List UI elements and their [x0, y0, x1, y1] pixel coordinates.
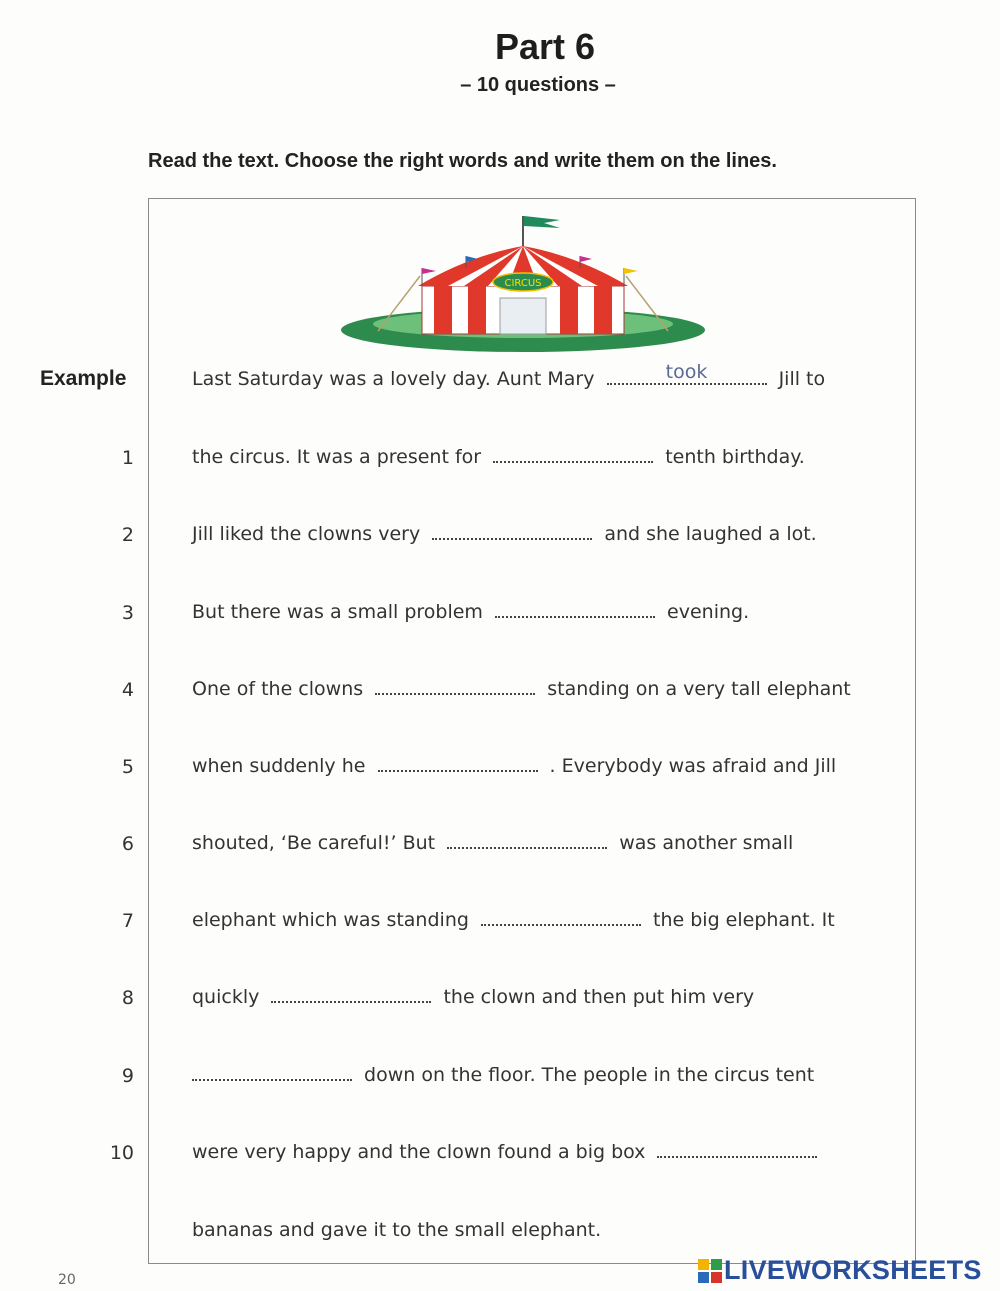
question-text-before: were very happy and the clown found a big box	[192, 1141, 646, 1163]
question-line-1	[192, 446, 805, 468]
example-answer-blank	[607, 361, 767, 385]
question-text-after: . Everybody was afraid and Jill	[549, 755, 837, 777]
answer-blank-9[interactable]	[192, 1065, 352, 1081]
answer-blank-5[interactable]	[378, 756, 538, 772]
question-number: 2	[121, 524, 134, 546]
question-text-after: was another small	[619, 832, 794, 854]
question-number: 3	[121, 602, 134, 624]
question-number: 9	[121, 1065, 134, 1087]
answer-blank-6[interactable]	[447, 833, 607, 849]
answer-blank-7[interactable]	[481, 910, 641, 926]
closing-line: bananas and gave it to the small elephant.	[192, 1219, 602, 1241]
example-text-before: Last Saturday was a lovely day. Aunt Mary	[192, 368, 595, 390]
question-text-before: quickly	[192, 986, 260, 1008]
question-text-before: One of the clowns	[192, 678, 364, 700]
question-count: – 10 questions –	[460, 74, 616, 96]
question-line-3	[192, 601, 749, 623]
question-text-after: and she laughed a lot.	[604, 523, 817, 545]
liveworksheets-logo-icon	[698, 1259, 722, 1283]
circus-tent-illustration	[338, 206, 708, 356]
question-line-5	[192, 755, 836, 777]
question-text-before: when suddenly he	[192, 755, 366, 777]
example-answer: took	[665, 361, 708, 383]
answer-blank-2[interactable]	[432, 524, 592, 540]
page-number: 20	[58, 1272, 76, 1288]
question-number: 8	[121, 987, 134, 1009]
answer-blank-1[interactable]	[493, 447, 653, 463]
question-line-6	[192, 832, 793, 854]
example-line	[192, 361, 826, 390]
instruction-text: Read the text. Choose the right words and write them on the lines.	[148, 150, 777, 172]
question-text-before: elephant which was standing	[192, 909, 469, 931]
question-text-before: But there was a small problem	[192, 601, 483, 623]
question-line-10	[192, 1141, 823, 1163]
question-text-after: evening.	[667, 601, 750, 623]
question-line-4	[192, 678, 851, 700]
question-line-7	[192, 909, 835, 931]
exercise-box	[148, 198, 916, 1264]
question-text-after: standing on a very tall elephant	[547, 678, 851, 700]
question-line-8	[192, 986, 754, 1008]
question-number: 10	[109, 1142, 134, 1164]
answer-blank-3[interactable]	[495, 602, 655, 618]
answer-blank-4[interactable]	[375, 679, 535, 695]
question-line-9	[192, 1064, 814, 1086]
question-text-after: tenth birthday.	[665, 446, 805, 468]
liveworksheets-brand	[698, 1255, 982, 1286]
answer-blank-10[interactable]	[657, 1142, 817, 1158]
example-text-after: Jill to	[778, 368, 826, 390]
question-number: 6	[121, 833, 134, 855]
question-text-before: the circus. It was a present for	[192, 446, 482, 468]
brand-name: LIVEWORKSHEETS	[724, 1255, 982, 1285]
page-title: Part 6	[494, 26, 596, 67]
question-text-after: the clown and then put him very	[443, 986, 755, 1008]
answer-blank-8[interactable]	[271, 987, 431, 1003]
example-label: Example	[40, 367, 127, 390]
svg-text:CIRCUS: CIRCUS	[504, 278, 542, 289]
question-number: 1	[121, 447, 134, 469]
question-line-2	[192, 523, 817, 545]
question-number: 4	[121, 679, 134, 701]
question-number: 7	[121, 910, 134, 932]
question-text-before: shouted, ‘Be careful!’ But	[192, 832, 436, 854]
question-text-after: the big elephant. It	[653, 909, 835, 931]
question-text-before: Jill liked the clowns very	[192, 523, 421, 545]
question-number: 5	[121, 756, 134, 778]
question-text-after: down on the floor. The people in the circus tent	[364, 1064, 815, 1086]
